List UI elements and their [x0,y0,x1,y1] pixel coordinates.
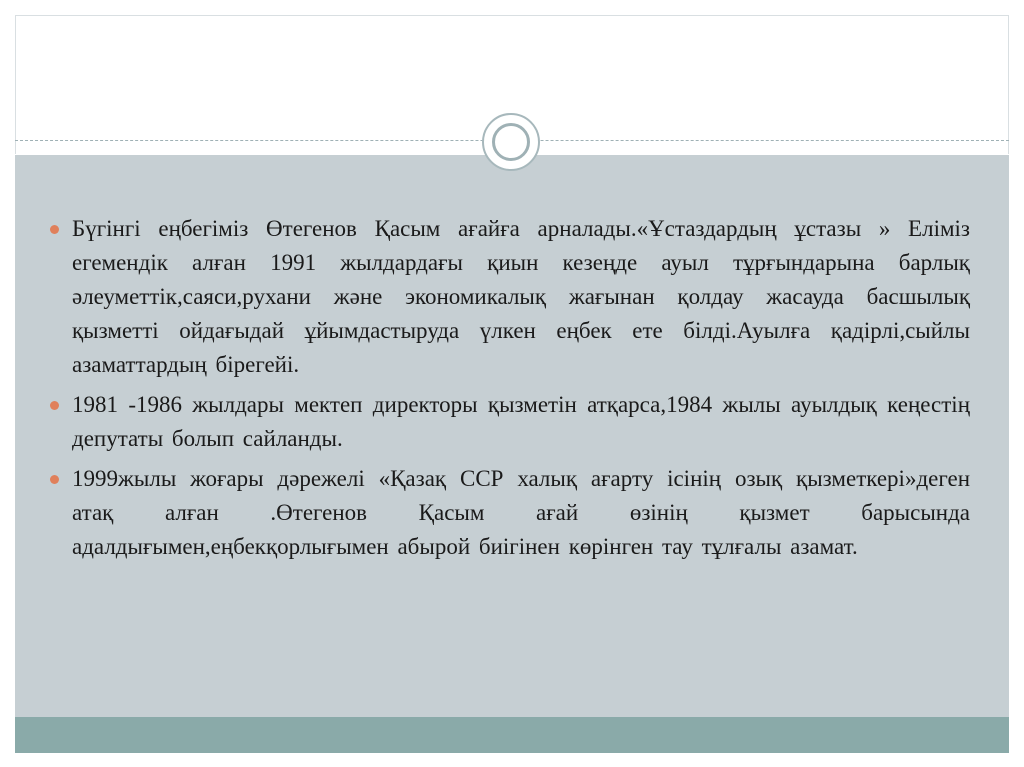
bullet-dot-icon [50,401,59,410]
bullet-list [50,212,970,570]
bullet-text: Бүгінгі еңбегіміз Өтегенов Қасым ағайға арналады.«Ұстаздардың ұстазы » Еліміз егемендік алған 1991 жылдардағы қиын кезеңде ауыл тұрғындарына барлық әлеуметтік,саяси,рухани және экономикалық жағынан қолдау жасауда басшылық қызметті ойдағыдай ұйымдастыруда үлкен еңбек ете білді.Ауылға қадірлі,сыйлы азаматтардың бірегейі. [72,216,970,377]
bullet-dot-icon [50,225,59,234]
bullet-text: 1999жылы жоғары дәрежелі «Қазақ ССР халық ағарту ісінің озық қызметкері»деген атақ алған .Өтегенов Қасым ағай өзінің қызмет барысында адалдығымен,еңбекқорлығымен абырой биігінен көрінген тау тұлғалы азамат. [72,466,970,559]
bullet-item [50,462,970,564]
bullet-item [50,388,970,456]
bullet-text: 1981 -1986 жылдары мектеп директоры қызметін атқарса,1984 жылы ауылдық кеңестің депутаты болып сайланды. [72,392,970,451]
bullet-dot-icon [50,475,59,484]
footer-band [15,717,1009,753]
circle-ornament-icon [482,113,540,171]
bullet-item [50,212,970,382]
circle-ornament-inner [492,123,530,161]
